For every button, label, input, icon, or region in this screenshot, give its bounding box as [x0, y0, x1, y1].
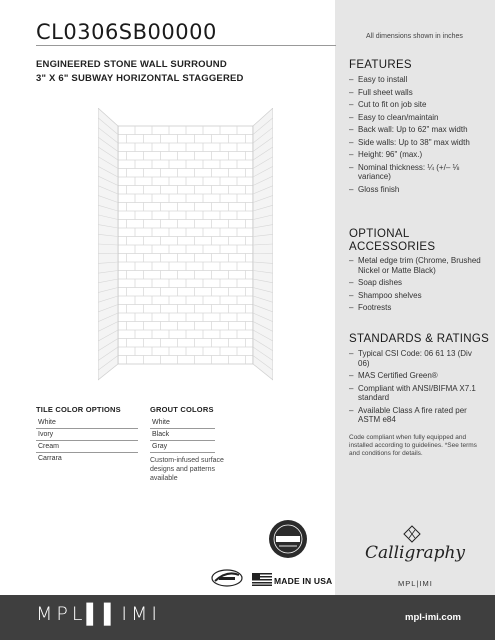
- tile-color-list: [36, 417, 138, 465]
- made-in-usa-label: MADE IN USA: [274, 576, 333, 586]
- dimensions-note: All dimensions shown in inches: [366, 33, 463, 40]
- greenguard-badge-icon: [211, 568, 243, 588]
- tile-color-heading: TILE COLOR OPTIONS: [36, 405, 121, 414]
- custom-designs-note: Custom-infused surface designs and patterns available: [150, 457, 224, 482]
- calligraphy-emblem-icon: [360, 523, 450, 545]
- us-flag-icon: [252, 573, 272, 586]
- accessory-item: – Soap dishes: [349, 278, 484, 288]
- features-heading: FEATURES: [349, 59, 412, 71]
- model-number: CL0306SB00000: [36, 20, 217, 44]
- feature-item: – Full sheet walls: [349, 88, 484, 98]
- tile-color-item: Ivory: [36, 429, 138, 441]
- calligraphy-wordmark: Calligraphy: [365, 543, 466, 563]
- grout-color-item: Black: [150, 429, 215, 441]
- grout-color-list: [150, 417, 215, 453]
- mas-certified-badge-icon: [268, 519, 308, 559]
- grout-color-heading: GROUT COLORS: [150, 405, 214, 414]
- accessories-heading-line1: OPTIONAL: [349, 228, 410, 240]
- product-title-line1: ENGINEERED STONE WALL SURROUND: [36, 59, 227, 70]
- grout-color-item: Gray: [150, 441, 215, 453]
- accessory-item: – Footrests: [349, 303, 484, 313]
- features-list: [349, 75, 484, 197]
- accessory-item: – Metal edge trim (Chrome, Brushed Nickel or Matte Black): [349, 256, 484, 275]
- header-divider: [36, 45, 336, 46]
- accessories-heading: [349, 228, 435, 254]
- product-title: [36, 58, 244, 86]
- feature-item: – Nominal thickness: ¼ (+/– ⅛ variance): [349, 163, 484, 182]
- tile-color-item: Cream: [36, 441, 138, 453]
- product-title-line2: 3" X 6" SUBWAY HORIZONTAL STAGGERED: [36, 73, 244, 84]
- footer-website-link[interactable]: mpl-imi.com: [405, 612, 461, 623]
- standard-item: – Available Class A fire rated per ASTM e84: [349, 406, 484, 425]
- standard-item: – Typical CSI Code: 06 61 13 (Div 06): [349, 349, 484, 368]
- accessories-heading-line2: ACCESSORIES: [349, 241, 436, 253]
- calligraphy-sub-brand: MPL|IMI: [398, 579, 433, 588]
- feature-item: – Easy to clean/maintain: [349, 113, 484, 123]
- feature-item: – Easy to install: [349, 75, 484, 85]
- feature-item: – Back wall: Up to 62" max width: [349, 125, 484, 135]
- accessory-item: – Shampoo shelves: [349, 291, 484, 301]
- tile-color-item: Carrara: [38, 455, 62, 462]
- feature-item: – Height: 96" (max.): [349, 150, 484, 160]
- wall-surround-rendering: [98, 108, 273, 388]
- standards-list: [349, 349, 484, 428]
- standard-item: – MAS Certified Green®: [349, 371, 484, 381]
- code-compliance-note: Code compliant when fully equipped and installed according to guidelines. *See terms and conditions for details.: [349, 434, 477, 457]
- standard-item: – Compliant with ANSI/BIFMA X7.1 standard: [349, 384, 484, 403]
- standards-heading: STANDARDS & RATINGS: [349, 333, 490, 345]
- feature-item: – Cut to fit on job site: [349, 100, 484, 110]
- tile-color-item: White: [36, 417, 138, 429]
- accessories-list: [349, 256, 484, 316]
- grout-color-item: White: [150, 417, 215, 429]
- feature-item: – Gloss finish: [349, 185, 484, 195]
- footer-logo: MPL▌▌IMI: [36, 603, 161, 625]
- feature-item: – Side walls: Up to 38" max width: [349, 138, 484, 148]
